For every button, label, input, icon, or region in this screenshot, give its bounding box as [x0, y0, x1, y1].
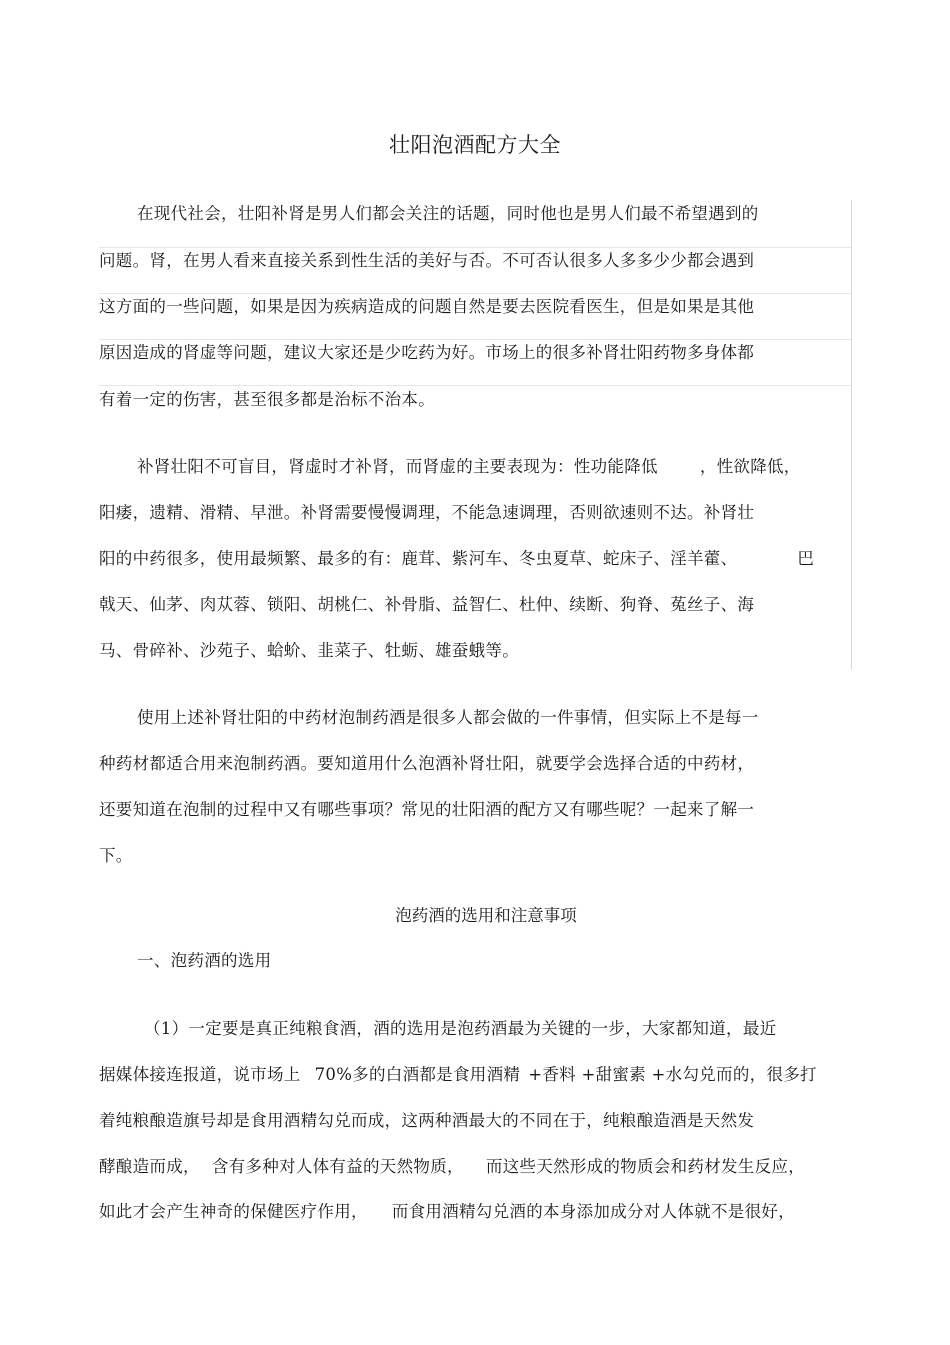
para4-line-5 [99, 1200, 795, 1224]
para3-line-4: 下。 [99, 846, 133, 865]
para2-line-5: 马、骨碎补、沙苑子、蛤蚧、韭菜子、牡蛎、雄蚕蛾等。 [99, 641, 519, 660]
para4-line-5-a: 如此才会产生神奇的保健医疗作用， [99, 1202, 368, 1221]
para4-line-2 [99, 1063, 817, 1087]
para4-line-2-b: 70%多的白酒都是食用酒精 [314, 1065, 521, 1084]
para4-line-4 [99, 1155, 805, 1179]
para1-line-5: 有着一定的伤害，甚至很多都是治标不治本。 [99, 390, 435, 409]
para2-line-1-b: ，性欲降低， [699, 457, 801, 476]
para2-line-2: 阳痿，遗精、滑精、早泄。补肾需要慢慢调理，不能急速调理，否则欲速则不达。补肾壮 [99, 503, 755, 522]
row-rule [99, 339, 851, 340]
para3-line-2: 种药材都适合用来泡制药酒。要知道用什么泡酒补肾壮阳，就要学会选择合适的中药材， [99, 754, 755, 773]
para4-line-4-a: 酵酿造而成， [99, 1157, 200, 1176]
para3-line-3: 还要知道在泡制的过程中又有哪些事项？常见的壮阳酒的配方又有哪些呢？一起来了解一 [99, 800, 755, 819]
para1-line-3: 这方面的一些问题，如果是因为疾病造成的问题自然是要去医院看医生，但是如果是其他 [99, 297, 755, 316]
para1-line-4: 原因造成的肾虚等问题，建议大家还是少吃药为好。市场上的很多补肾壮阳药物多身体都 [99, 343, 755, 362]
section-heading: 泡药酒的选用和注意事项 [395, 906, 577, 925]
para4-line-4-b: 含有多种对人体有益的天然物质， [211, 1157, 464, 1176]
para2-line-3 [99, 547, 814, 571]
para1-line-1: 在现代社会，壮阳补肾是男人们都会关注的话题，同时他也是男人们最不希望遇到的 [137, 204, 759, 223]
para2-line-1-a: 补肾壮阳不可盲目，肾虚时才补肾，而肾虚的主要表现为：性功能降低 [137, 457, 658, 476]
row-rule [99, 293, 851, 294]
para3-line-1: 使用上述补肾壮阳的中药材泡制药酒是很多人都会做的一件事情，但实际上不是每一 [137, 708, 759, 727]
para4-line-4-c: 而这些天然形成的物质会和药材发生反应， [485, 1157, 806, 1176]
para2-line-3-a: 阳的中药很多，使用最频繁、最多的有：鹿茸、紫河车、冬虫夏草、蛇床子、淫羊藿、 [99, 549, 738, 568]
para4-line-2-a: 据媒体接连报道，说市场上 [99, 1065, 301, 1084]
row-rule [99, 385, 851, 386]
para4-line-2-c: +香料 +甜蜜素 +水勾兑而的，很多打 [528, 1065, 817, 1084]
para1-line-2: 问题。肾，在男人看来直接关系到性生活的美好与否。不可否认很多人多多少少都会遇到 [99, 251, 755, 270]
para4-line-1: （1）一定要是真正纯粮食酒，酒的选用是泡药酒最为关键的一步，大家都知道，最近 [144, 1019, 777, 1038]
para4-line-5-b: 而食用酒精勾兑酒的本身添加成分对人体就不是很好， [391, 1202, 796, 1221]
row-rule [99, 247, 851, 248]
right-border-line [851, 200, 852, 670]
document-title: 壮阳泡酒配方大全 [389, 133, 561, 157]
para2-line-3-b: 巴 [797, 549, 815, 568]
para2-line-1 [137, 455, 801, 479]
para2-line-4: 戟天、仙茅、肉苁蓉、锁阳、胡桃仁、补骨脂、益智仁、杜仲、续断、狗脊、菟丝子、海 [99, 595, 755, 614]
para4-line-3: 着纯粮酿造旗号却是食用酒精勾兑而成，这两种酒最大的不同在于，纯粮酿造酒是天然发 [99, 1111, 755, 1130]
subsection-heading: 一、泡药酒的选用 [137, 951, 272, 970]
